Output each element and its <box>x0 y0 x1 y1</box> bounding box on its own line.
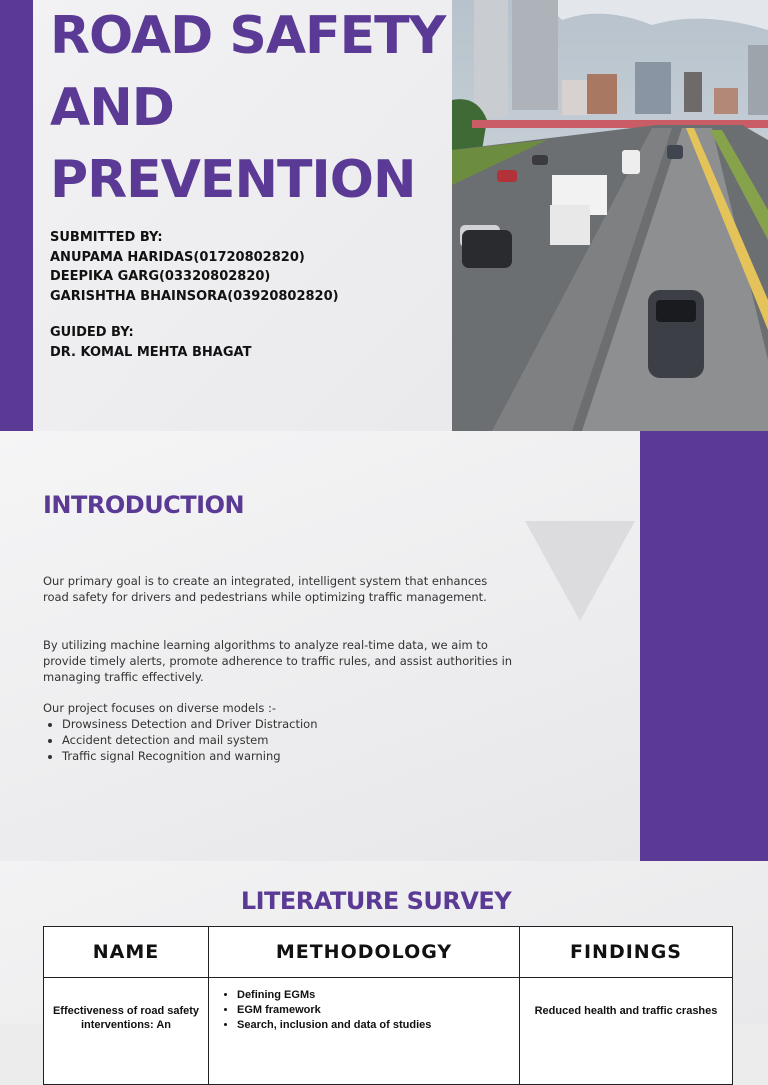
cover-slide <box>0 0 768 431</box>
table-row <box>44 978 733 1085</box>
literature-table <box>43 926 733 1085</box>
list-item: • Search, inclusion and data of studies <box>237 1018 511 1033</box>
literature-slide <box>0 861 768 1031</box>
table-cell <box>209 978 520 1085</box>
intro-paragraph: Our primary goal is to create an integrated, intelligent system that enhances road safety for drivers and pedestrians while optimizing traffic management. <box>43 574 488 604</box>
methods-list <box>227 988 511 1033</box>
literature-heading: LITERATURE SURVEY <box>240 887 512 915</box>
member-name: ANUPAMA HARIDAS(01720802820) <box>50 249 305 265</box>
decorative-triangle <box>525 521 635 621</box>
intro-paragraph: Our project focuses on diverse models :- <box>43 701 276 715</box>
introduction-heading: INTRODUCTION <box>43 491 245 519</box>
column-header: NAME <box>44 927 209 978</box>
guided-by-label: GUIDED BY: <box>50 325 134 340</box>
list-item: • Traffic signal Recognition and warning <box>62 748 318 764</box>
title-line: AND <box>50 78 174 138</box>
accent-bar <box>0 0 33 431</box>
guide-name: DR. KOMAL MEHTA BHAGAT <box>50 344 252 360</box>
accent-panel <box>640 431 768 861</box>
column-header: METHODOLOGY <box>209 927 520 978</box>
member-name: DEEPIKA GARG(03320802820) <box>50 269 271 284</box>
cover-title <box>50 0 450 216</box>
list-item: • EGM framework <box>237 1003 511 1018</box>
intro-paragraph: By utilizing machine learning algorithms to analyze real-time data, we aim to provide timely alerts, promote adherence to traffic rules, and assist authorities in managing traffic effectively. <box>43 638 513 684</box>
introduction-slide <box>0 431 768 861</box>
findings-text: Reduced health and traffic crashes <box>534 1005 718 1017</box>
list-item: • Accident detection and mail system <box>62 732 318 748</box>
table-header-row <box>44 927 733 978</box>
title-line: ROAD SAFETY <box>50 6 446 66</box>
highway-photo <box>452 0 768 431</box>
list-item: • Defining EGMs <box>237 988 511 1003</box>
guided-by-block <box>50 323 251 362</box>
submitted-by-label: SUBMITTED BY: <box>50 230 163 245</box>
highway-illustration <box>452 0 768 431</box>
member-name: GARISHTHA BHAINSORA(03920802820) <box>50 288 339 304</box>
title-line: PREVENTION <box>50 150 416 210</box>
list-item: • Drowsiness Detection and Driver Distraction <box>62 716 318 732</box>
column-header: FINDINGS <box>520 927 733 978</box>
submitted-by-block <box>50 228 339 306</box>
models-list <box>43 716 318 764</box>
table-cell: Effectiveness of road safety interventions: An <box>44 978 209 1085</box>
table-cell <box>520 978 733 1085</box>
